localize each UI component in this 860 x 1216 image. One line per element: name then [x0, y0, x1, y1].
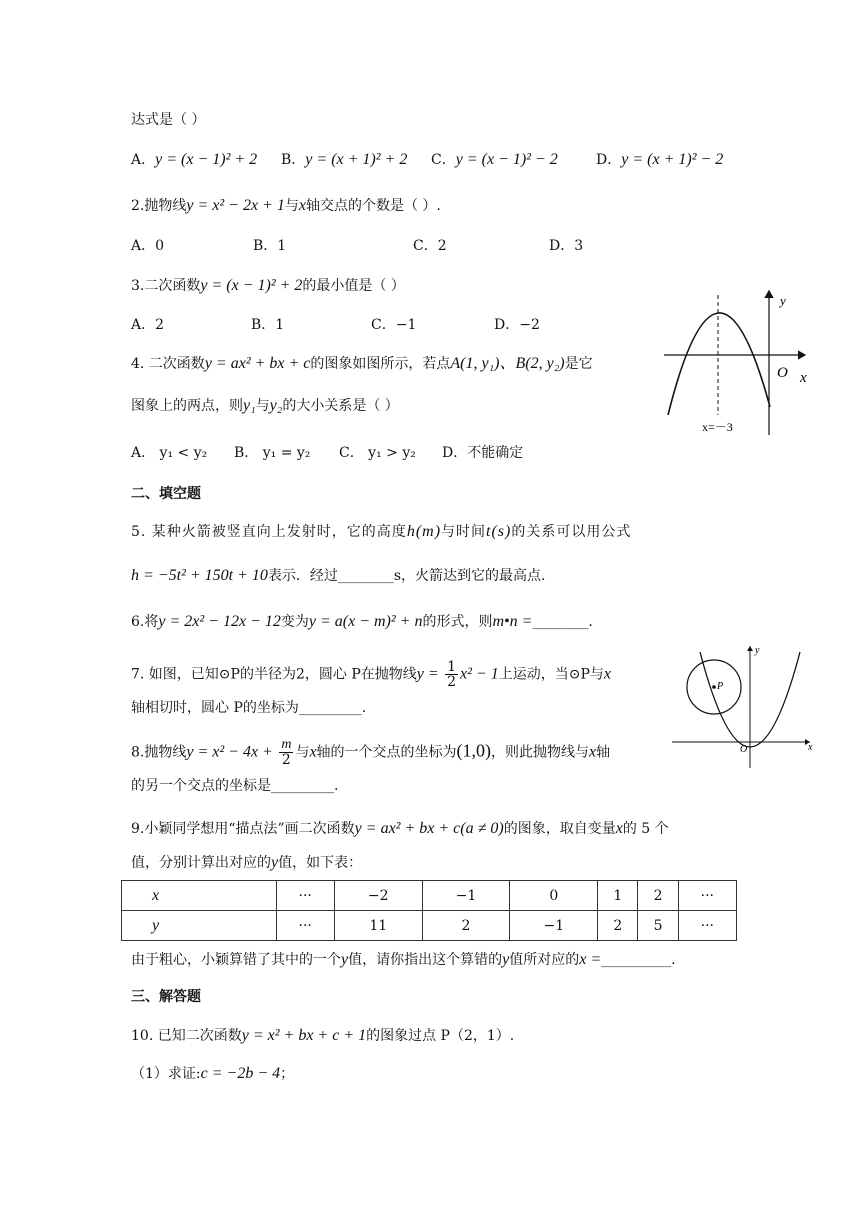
q4-symmetry-label: x=－3 [702, 420, 733, 434]
q9-value-table [121, 880, 737, 941]
table-cell: −1 [510, 911, 598, 941]
q4-option-d[interactable]: D．不能确定 [442, 445, 524, 461]
table-cell: ··· [276, 881, 334, 911]
table-cell: 0 [510, 881, 598, 911]
q4-origin-label: O [777, 365, 788, 381]
table-cell: 5 [638, 911, 678, 941]
q2-option-d[interactable]: D．3 [549, 238, 584, 254]
q9-stem-line1: 9.小颖同学想用“描点法”画二次函数y = ax² + bx + c(a ≠ 0)的图象，取自变量x的 5 个 [131, 820, 669, 837]
table-cell: 2 [598, 911, 638, 941]
q0-stem-tail: 达式是（ ） [131, 112, 206, 128]
q4-parabola-figure [660, 285, 820, 440]
q6-stem: 6.将y = 2x² − 12x − 12变为y = a(x − m)² + n的形式，则m•n =________. [131, 613, 593, 630]
q0-option-b[interactable]: B．y = (x + 1)² + 2 [281, 151, 408, 168]
q5-stem-line1: 5. 某种火箭被竖直向上发射时，它的高度h(m)与时间t(s)的关系可以用公式 [131, 523, 632, 540]
q7-x-label: x [808, 742, 813, 753]
q3-option-c[interactable]: C．−1 [371, 317, 417, 333]
q3-stem: 3.二次函数y = (x − 1)² + 2的最小值是（ ） [131, 277, 405, 294]
q2-stem: 2.抛物线y = x² − 2x + 1与x轴交点的个数是（ ）. [131, 197, 441, 214]
q7-stem-line2: 轴相切时，圆心 P的坐标为_________. [131, 700, 367, 716]
q8-stem-line1: 8.抛物线y = x² − 4x + $\frac{m}{2}$ 与x轴的一个交点的坐标为(1,0)，则此抛物线与x轴 [131, 737, 611, 768]
q5-stem-line2: h = −5t² + 150t + 10表示．经过________s，火箭达到它的最高点. [131, 567, 546, 584]
q0-option-d[interactable]: D．y = (x + 1)² − 2 [596, 151, 724, 168]
q8-stem-line2: 的另一个交点的坐标是_________. [131, 778, 339, 794]
q7-y-label: y [755, 645, 760, 656]
table-cell: ··· [678, 881, 736, 911]
q3-option-a[interactable]: A．2 [131, 317, 165, 333]
q4-option-a[interactable]: A． y₁ < y₂ [131, 445, 208, 461]
q4-option-b[interactable]: B． y₁ = y₂ [234, 445, 311, 461]
q7-p-label: P [717, 681, 724, 692]
table-cell: −2 [334, 881, 422, 911]
q4-y-label: y [780, 293, 786, 308]
q9-answer-blank[interactable]: __________. [601, 952, 676, 968]
q7-fraction: $\frac{1}{2}$ [447, 659, 457, 690]
table-cell: 2 [422, 911, 510, 941]
q7-center-point [712, 685, 716, 689]
table-cell: y [122, 911, 277, 941]
q10-stem: 10. 已知二次函数y = x² + bx + c + 1的图象过点 P（2，1）. [131, 1027, 515, 1044]
q4-stem-line1: 4. 二次函数y = ax² + bx + c的图象如图所示，若点A(1, y₁)、B(2, y₂)是它 [131, 355, 593, 372]
q0-option-c[interactable]: C．y = (x − 1)² − 2 [431, 151, 558, 168]
q2-option-c[interactable]: C．2 [413, 238, 447, 254]
q4-parabola-curve [668, 313, 770, 415]
q10-part1: （1）求证:c = −2b − 4； [131, 1065, 295, 1082]
q4-stem-line2: 图象上的两点，则y₁与y₂的大小关系是（ ） [131, 397, 399, 414]
table-cell: 1 [598, 881, 638, 911]
q4-x-label: x [800, 370, 807, 386]
q3-option-d[interactable]: D．−2 [494, 317, 540, 333]
q8-fraction: $\frac{m}{2}$ [281, 737, 292, 768]
q7-origin-label: O [740, 744, 748, 755]
q2-option-b[interactable]: B．1 [253, 238, 287, 254]
q6-answer-blank[interactable]: ________ [532, 614, 589, 630]
q4-option-c[interactable]: C． y₁ > y₂ [339, 445, 416, 461]
table-row-x [122, 881, 737, 911]
q3-option-b[interactable]: B．1 [251, 317, 285, 333]
table-row-y [122, 911, 737, 941]
q2-option-a[interactable]: A．0 [131, 238, 165, 254]
table-cell: −1 [422, 881, 510, 911]
table-cell: 11 [334, 911, 422, 941]
q7-circle-parabola-figure [670, 642, 820, 770]
section-fill-in-heading: 二、填空题 [131, 486, 201, 502]
q9-stem-line2: 值，分别计算出对应的y值，如下表： [131, 854, 363, 871]
q9-stem-line3: 由于粗心，小颖算错了其中的一个y值，请你指出这个算错的y值所对应的x =__________. [131, 951, 676, 968]
table-cell: x [122, 881, 277, 911]
q0-option-a[interactable]: A．y = (x − 1)² + 2 [131, 151, 258, 168]
q7-stem-line1: 7. 如图，已知⊙P的半径为2，圆心 P在抛物线y = $\frac{1}{2}$ x² − 1上运动，当⊙P与x [131, 659, 611, 690]
table-cell: 2 [638, 881, 678, 911]
table-cell: ··· [678, 911, 736, 941]
section-answer-heading: 三、解答题 [131, 989, 201, 1005]
table-cell: ··· [276, 911, 334, 941]
